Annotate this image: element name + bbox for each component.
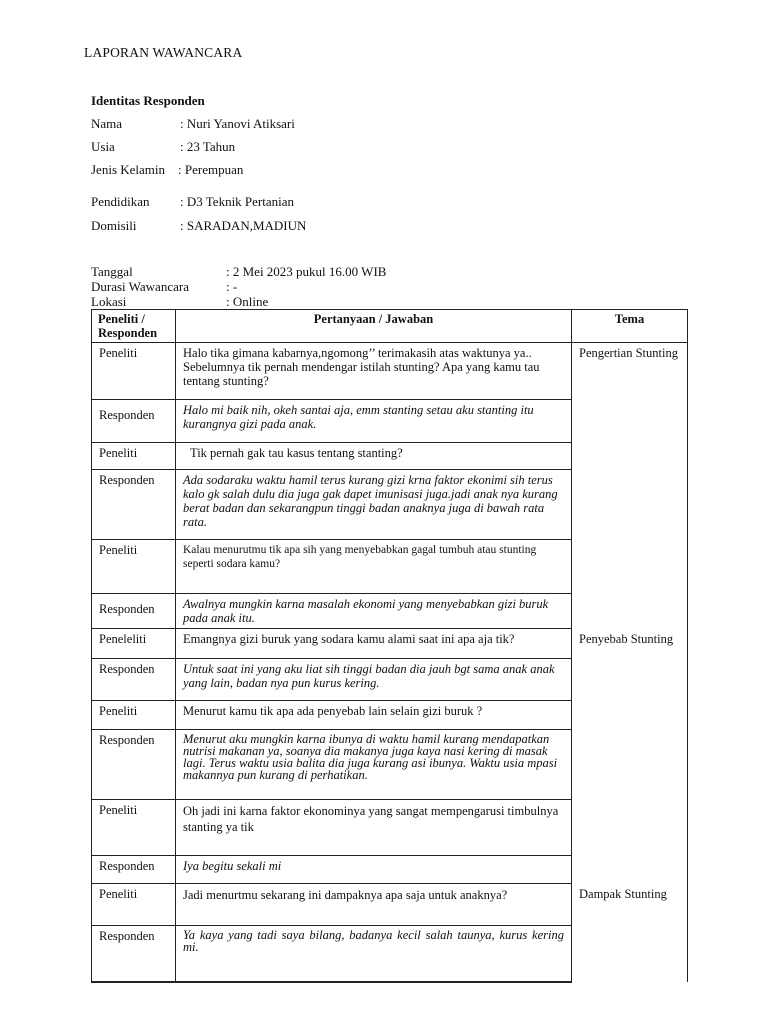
identity-label-jenis-kelamin: Jenis Kelamin [91, 162, 166, 177]
row-question: Halo tika gimana kabarnya,ngomong’’ terimakasih atas waktunya ya.. Sebelumnya tik pernah mendengar istilah stunting? Apa yang kamu tau tentang stunting? [176, 343, 572, 400]
row-question: Kalau menurutmu tik apa sih yang menyebabkan gagal tumbuh atau stunting seperti sodara kamu? [176, 540, 572, 594]
row-role: Peneliti [92, 701, 176, 730]
meta-label-lokasi: Lokasi [91, 294, 127, 309]
row-role: Peneliti [92, 343, 176, 400]
table-header-row [92, 310, 688, 343]
header-qa: Pertanyaan / Jawaban [176, 310, 572, 343]
identity-value-jenis-kelamin: : Perempuan [178, 162, 244, 177]
interview-table [91, 309, 688, 983]
table-row [92, 629, 688, 659]
row-answer: Ada sodaraku waktu hamil terus kurang gizi krna faktor ekonimi sih terus kalo gk salah dulu dia juga gak dapet imunisasi juga.jadi anak nya kurang berat badan dan sekarangpun tinggi badan anaknya juga di bawah rata rata. [176, 470, 572, 540]
row-question: Menurut kamu tik apa ada penyebab lain selain gizi buruk ? [176, 701, 572, 730]
row-role: Peneleliti [92, 629, 176, 659]
document-title: LAPORAN WAWANCARA [84, 45, 243, 60]
theme-cell: Pengertian Stunting [572, 343, 688, 629]
theme-cell: Dampak Stunting [572, 884, 688, 982]
row-role: Responden [92, 400, 176, 443]
row-answer: Awalnya mungkin karna masalah ekonomi yang menyebabkan gizi buruk pada anak itu. [176, 594, 572, 629]
table-row [92, 884, 688, 926]
identity-heading: Identitas Responden [91, 93, 205, 108]
row-question: Emangnya gizi buruk yang sodara kamu alami saat ini apa aja tik? [176, 629, 572, 659]
meta-label-tanggal: Tanggal [91, 264, 133, 279]
identity-label-domisili: Domisili [91, 218, 137, 233]
row-role: Responden [92, 926, 176, 982]
row-answer: Halo mi baik nih, okeh santai aja, emm stanting setau aku stanting itu kurangnya gizi pada anak. [176, 400, 572, 443]
identity-label-pendidikan: Pendidikan [91, 194, 150, 209]
row-role: Responden [92, 730, 176, 800]
row-answer: Iya begitu sekali mi [176, 856, 572, 884]
row-role: Responden [92, 856, 176, 884]
header-role: Peneliti / Responden [92, 310, 176, 343]
meta-label-durasi: Durasi Wawancara [91, 279, 189, 294]
meta-value-durasi: : - [226, 279, 238, 294]
row-question: Oh jadi ini karna faktor ekonominya yang sangat mempengarusi timbulnya stanting ya tik [176, 800, 572, 856]
row-answer: Menurut aku mungkin karna ibunya di waktu hamil kurang mendapatkan nutrisi makanan ya, soanya dia makanya juga kaya nasi kering di masak lagi. Terus waktu usia balita dia juga kurang asi ibunya. Waktu usia mpasi makannya pun kurang di perhatikan. [176, 730, 572, 800]
meta-value-tanggal: : 2 Mei 2023 pukul 16.00 WIB [226, 264, 387, 279]
row-question: Tik pernah gak tau kasus tentang stanting? [176, 443, 572, 470]
row-question: Jadi menurtmu sekarang ini dampaknya apa saja untuk anaknya? [176, 884, 572, 926]
row-role: Peneliti [92, 800, 176, 856]
row-role: Peneliti [92, 443, 176, 470]
row-answer: Untuk saat ini yang aku liat sih tinggi badan dia jauh bgt sama anak anak yang lain, badan nya pun kurus kering. [176, 659, 572, 701]
row-role: Responden [92, 470, 176, 540]
row-role: Peneliti [92, 540, 176, 594]
theme-cell: Penyebab Stunting [572, 629, 688, 884]
table-row [92, 343, 688, 400]
identity-label-nama: Nama [91, 116, 123, 131]
identity-value-domisili: : SARADAN,MADIUN [180, 218, 307, 233]
meta-value-lokasi: : Online [226, 294, 269, 309]
row-role: Responden [92, 659, 176, 701]
row-role: Responden [92, 594, 176, 629]
identity-label-usia: Usia [91, 139, 115, 154]
header-theme: Tema [572, 310, 688, 343]
identity-value-usia: : 23 Tahun [180, 139, 236, 154]
row-answer: Ya kaya yang tadi saya bilang, badanya kecil salah taunya, kurus kering mi. [176, 926, 572, 982]
identity-value-pendidikan: : D3 Teknik Pertanian [180, 194, 295, 209]
identity-value-nama: : Nuri Yanovi Atiksari [180, 116, 295, 131]
row-role: Peneliti [92, 884, 176, 926]
